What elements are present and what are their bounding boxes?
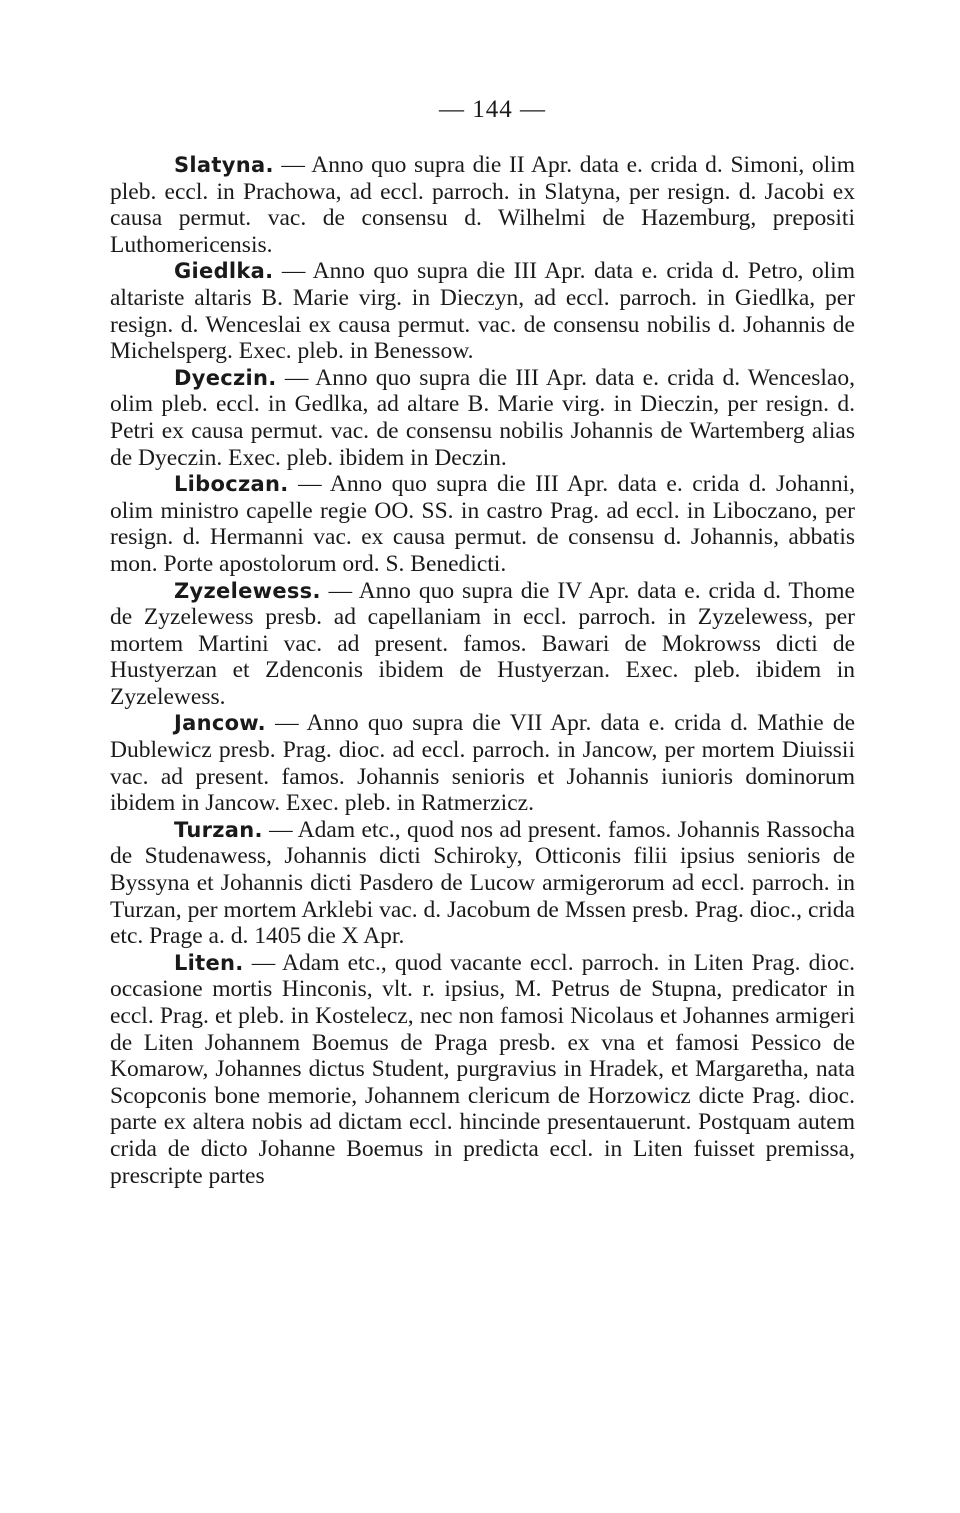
entry-jancow xyxy=(110,710,855,816)
entry-text: — Adam etc., quod vacante eccl. parroch. in Liten Prag. dioc. occasione mortis Hinconis, vlt. r. ipsius, M. Petrus de Stupna, predicator in eccl. Prag. et pleb. in Kostelecz, nec non famosi Nicolaus et Johannes armigeri de Liten Johannem Boemus de Praga presb. ex vna et famosi Pessico de Komarow, Johannes dictus Student, purgravius in Hradek, et Margaretha, nata Scopconis bone memorie, Johannem clericum de Horzowicz dicte Prag. dioc. parte ex altera nobis ad dictam eccl. hincinde presentauerunt. Postquam autem crida de dicto Johanne Boemus in predicta eccl. in Liten fuisset premissa, prescripte partes xyxy=(110,949,855,1189)
entry-heading: Dyeczin. xyxy=(174,365,277,390)
entry-heading: Liten. xyxy=(174,950,244,975)
entry-heading: Turzan. xyxy=(174,817,263,842)
document-page xyxy=(110,96,855,1189)
entry-giedlka xyxy=(110,258,855,364)
entry-heading: Slatyna. xyxy=(174,153,274,177)
entry-heading: Liboczan. xyxy=(174,472,289,497)
entry-heading: Jancow. xyxy=(174,711,266,736)
entry-text: — Anno quo supra die III Apr. data e. crida d. Petro, olim altariste altaris B. Marie virg. in Dieczyn, ad eccl. parroch. in Giedlka, per resign. d. Wenceslai ex causa permut. vac. de consensu nobilis d. Johannis de Michelsperg. Exec. pleb. in Benessow. xyxy=(110,258,855,365)
entry-zyzelewess xyxy=(110,578,855,711)
entry-heading: Zyzelewess. xyxy=(174,578,321,603)
entry-text: — Adam etc., quod nos ad present. famos. Johannis Rassocha de Studenawess, Johannis dicti Schiroky, Otticonis filii ipsius senioris de Byssyna et Johannis dicti Pasdero de Lucow armigerorum ad eccl. parroch. in Turzan, per mortem Arklebi vac. d. Jacobum de Mssen presb. Prag. dioc., crida etc. Prage a. d. 1405 die X Apr. xyxy=(110,816,855,950)
entry-heading: Giedlka. xyxy=(174,259,274,284)
entry-text: — Anno quo supra die III Apr. data e. crida d. Johanni, olim ministro capelle regie OO. SS. in castro Prag. ad eccl. in Liboczano, per resign. d. Hermanni vac. ex causa permut. de consensu d. Johannis, abbatis mon. Porte apostolorum ord. S. Benedicti. xyxy=(110,471,855,577)
entry-text: — Anno quo supra die VII Apr. data e. crida d. Mathie de Dublewicz presb. Prag. dioc. ad eccl. parroch. in Jancow, per mortem Diuissii vac. ad present. famos. Johannis senioris et Johannis iunioris dominorum ibidem in Jancow. Exec. pleb. in Ratmerzicz. xyxy=(110,710,855,817)
entry-liten xyxy=(110,950,855,1189)
entry-text: — Anno quo supra die IV Apr. data e. crida d. Thome de Zyzelewess presb. ad capellaniam in eccl. parroch. in Zyzelewess, per mortem Martini vac. ad present. famos. Bawari de Mokrowss dicti de Hustyerzan et Zdenconis ibidem de Hustyerzan. Exec. pleb. ibidem in Zyzelewess. xyxy=(110,577,855,710)
entry-slatyna xyxy=(110,152,855,258)
page-number: — 144 — xyxy=(439,96,546,123)
entry-text: — Anno quo supra die II Apr. data e. crida d. Simoni, olim pleb. eccl. in Prachowa, ad eccl. parroch. in Slatyna, per resign. d. Jacobi ex causa permut. vac. de consensu d. Wilhelmi de Hazemburg, prepositi Luthomericensis. xyxy=(110,152,855,258)
entry-turzan xyxy=(110,817,855,950)
entry-liboczan xyxy=(110,471,855,577)
entry-dyeczin xyxy=(110,365,855,471)
entry-text: — Anno quo supra die III Apr. data e. crida d. Wenceslao, olim pleb. eccl. in Gedlka, ad altare B. Marie virg. in Dieczin, per resign. d. Petri ex causa permut. vac. de consensu nobilis Johannis de Wartemberg alias de Dyeczin. Exec. pleb. ibidem in Deczin. xyxy=(110,364,855,471)
